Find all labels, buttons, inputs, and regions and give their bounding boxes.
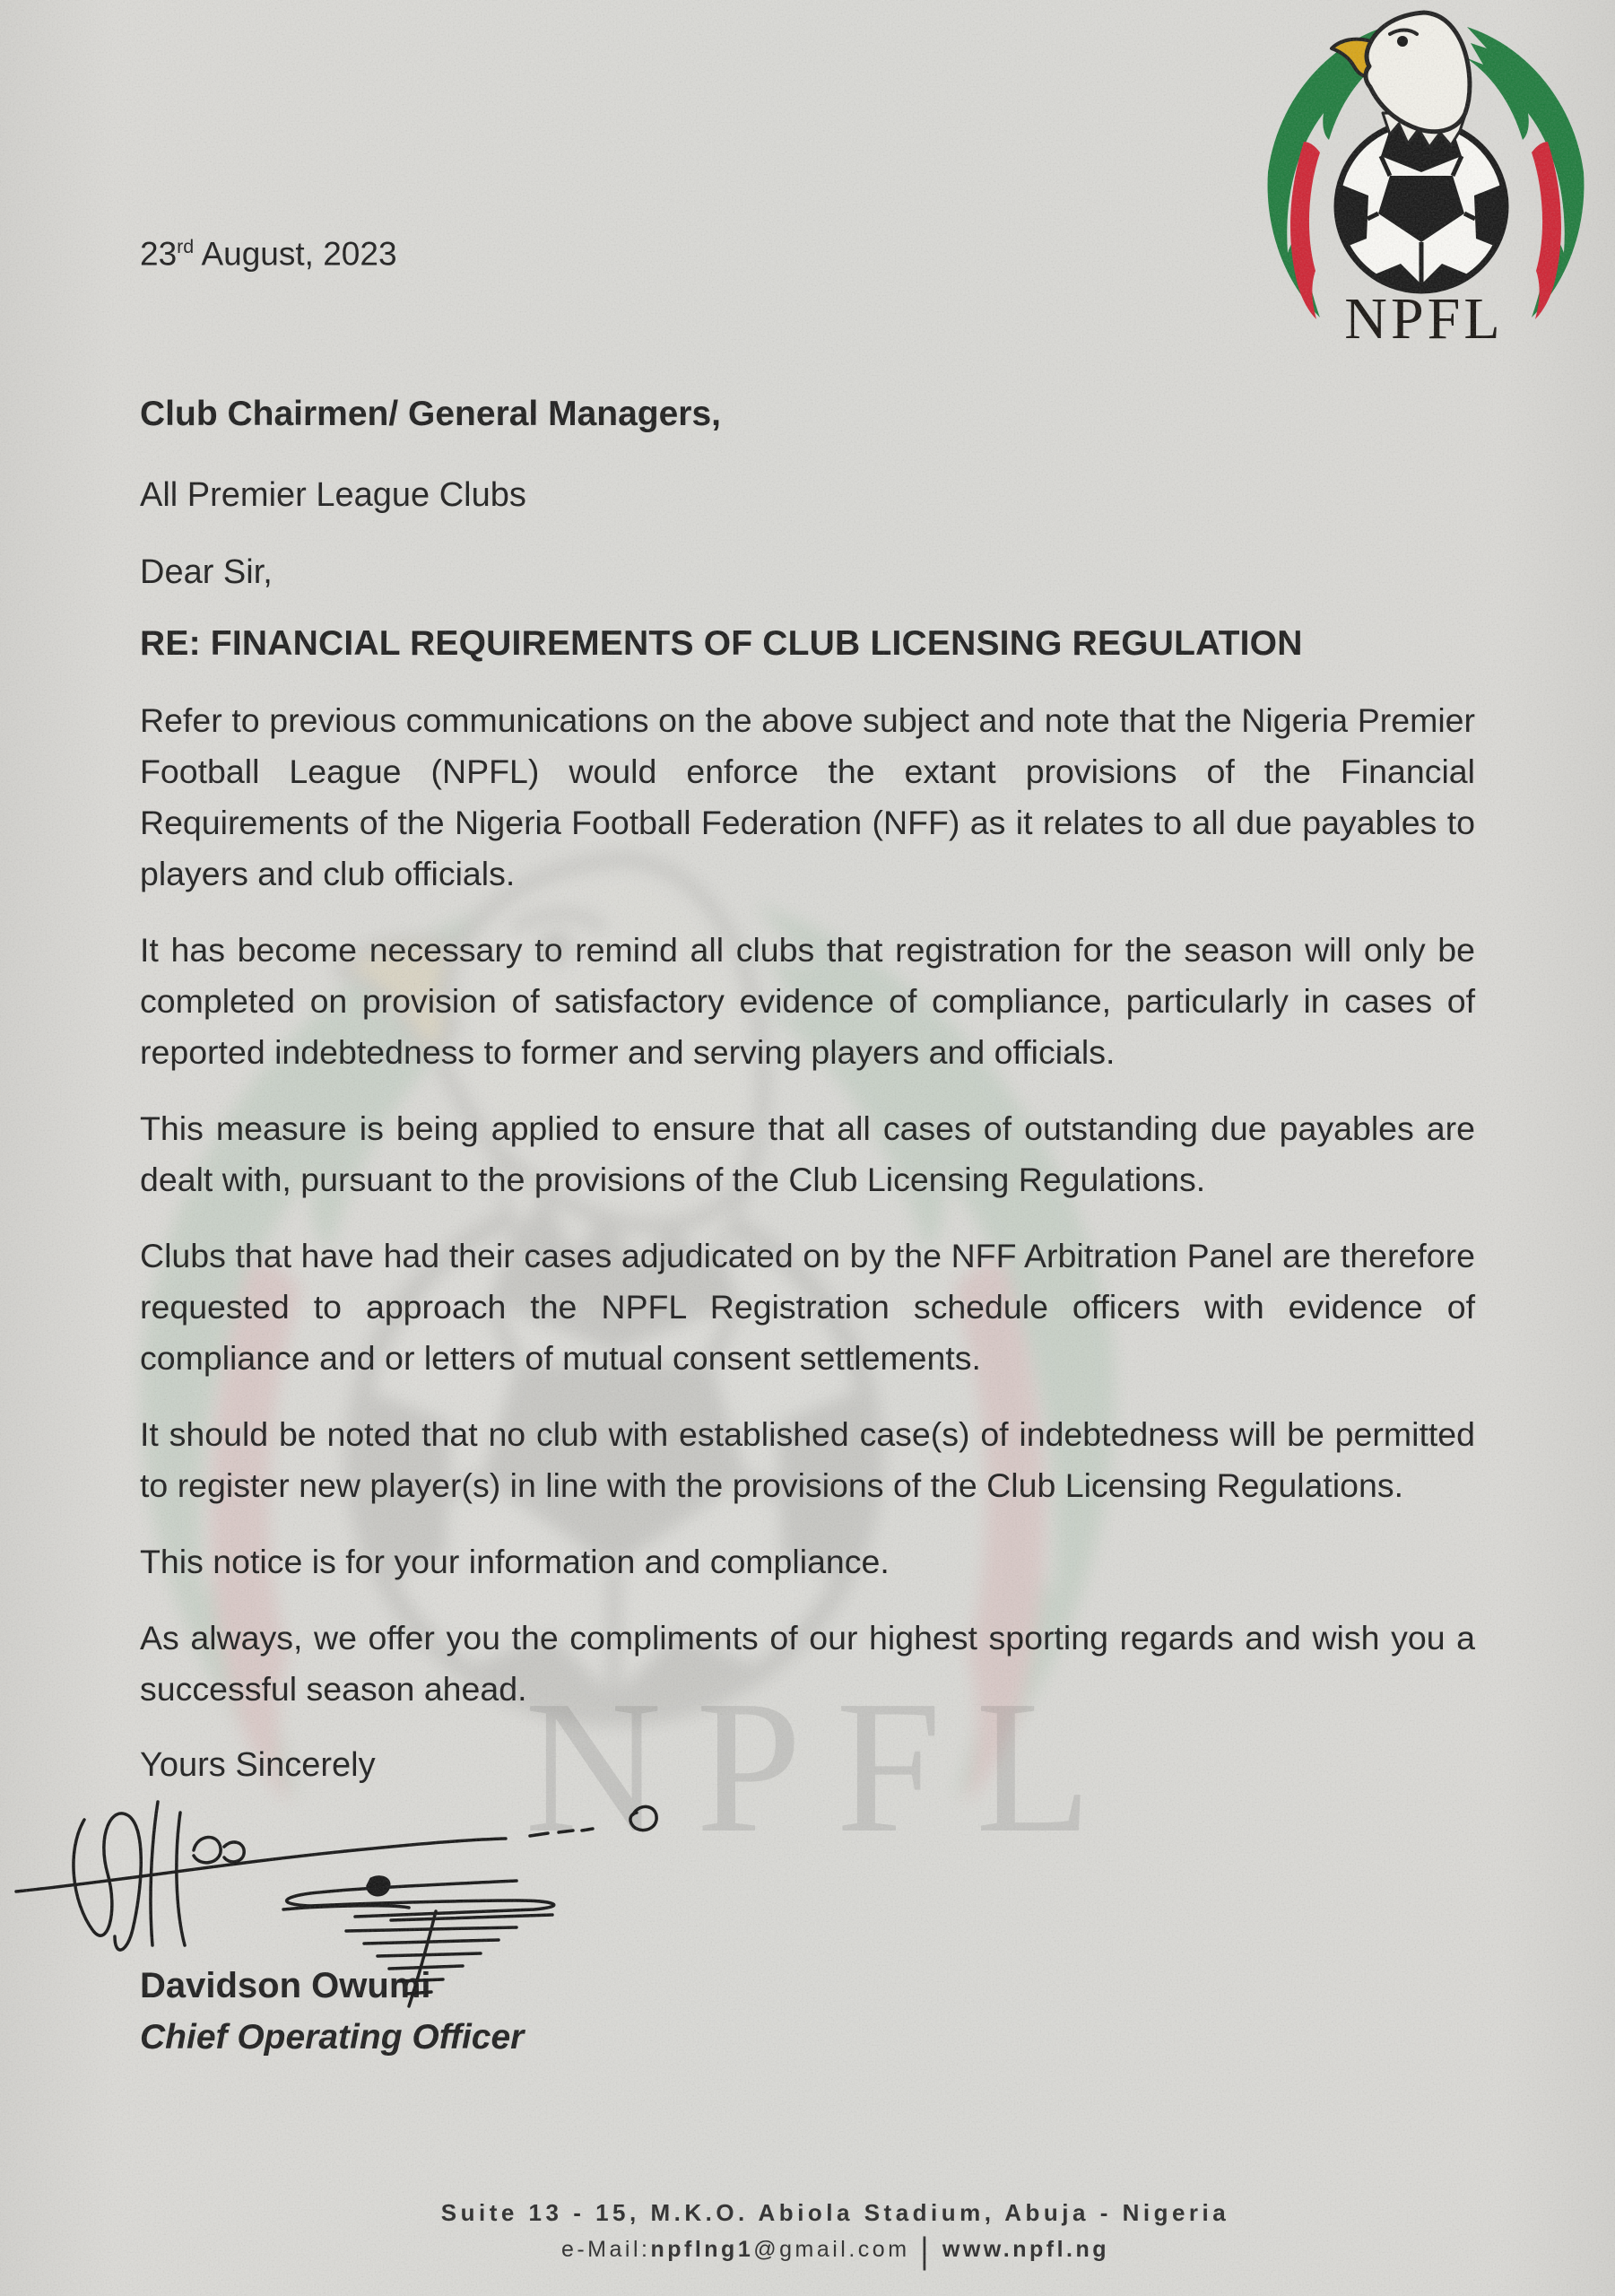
paragraph-3: This measure is being applied to ensure that all cases of outstanding due payables are dealt with, pursuant to the provisions of the Club Licensing Regulations. bbox=[140, 1109, 1475, 1199]
salutation: Dear Sir, bbox=[140, 553, 273, 592]
paragraph-4: Clubs that have had their cases adjudicated on by the NFF Arbitration Panel are therefore requested to approach the NPFL Registration schedule officers with evidence of compliance and or letters of mutual consent settlements. bbox=[140, 1237, 1475, 1378]
paragraph-6: This notice is for your information and compliance. bbox=[140, 1543, 890, 1581]
letter-footer bbox=[0, 2199, 1615, 2272]
footer-contact bbox=[56, 2231, 1615, 2272]
signatory-name: Davidson Owumi bbox=[140, 1966, 431, 2006]
paragraph-5: It should be noted that no club with established case(s) of indebtedness will be permitted to register new player(s) in line with the provisions of the Club Licensing Regulations. bbox=[140, 1415, 1475, 1505]
signature bbox=[14, 1795, 714, 2014]
footer-website: www.npfl.ng bbox=[942, 2237, 1110, 2262]
subject-line: RE: FINANCIAL REQUIREMENTS OF CLUB LICENSING REGULATION bbox=[140, 624, 1303, 664]
npfl-text-watermark: NPFL bbox=[525, 1661, 1126, 1872]
letter-date bbox=[140, 226, 1475, 274]
npfl-logo-text: NPFL bbox=[1344, 286, 1504, 350]
date-rest: August, 2023 bbox=[194, 235, 397, 273]
signature-block bbox=[140, 1795, 1475, 1961]
recipient-line-1: Club Chairmen/ General Managers, bbox=[140, 395, 722, 434]
date-day: 23 bbox=[140, 235, 178, 273]
email-user: npflng1 bbox=[650, 2237, 754, 2262]
signatory-title: Chief Operating Officer bbox=[140, 2018, 525, 2057]
closing: Yours Sincerely bbox=[140, 1746, 376, 1785]
paragraph-1: Refer to previous communications on the above subject and note that the Nigeria Premier Football League (NPFL) would enforce the extant provisions of the Financial Requirements of the Nigeria Football Federation (NFF) as it relates to all due payables to players and club officials. bbox=[140, 701, 1475, 893]
email-label: e-Mail: bbox=[560, 2237, 651, 2262]
footer-address: Suite 13 - 15, M.K.O. Abiola Stadium, Abuja - Nigeria bbox=[440, 2199, 1230, 2226]
paragraph-7: As always, we offer you the compliments of our highest sporting regards and wish you a successful season ahead. bbox=[140, 1619, 1475, 1709]
footer-divider: | bbox=[920, 2231, 932, 2272]
paragraph-2: It has become necessary to remind all clubs that registration for the season will only be completed on provision of satisfactory evidence of compliance, particularly in cases of reported indebtedness to former and serving players and officials. bbox=[140, 931, 1475, 1072]
date-ordinal-suffix: rd bbox=[177, 236, 195, 257]
recipient-line-2: All Premier League Clubs bbox=[140, 476, 526, 515]
email-domain: @gmail.com bbox=[753, 2237, 910, 2262]
